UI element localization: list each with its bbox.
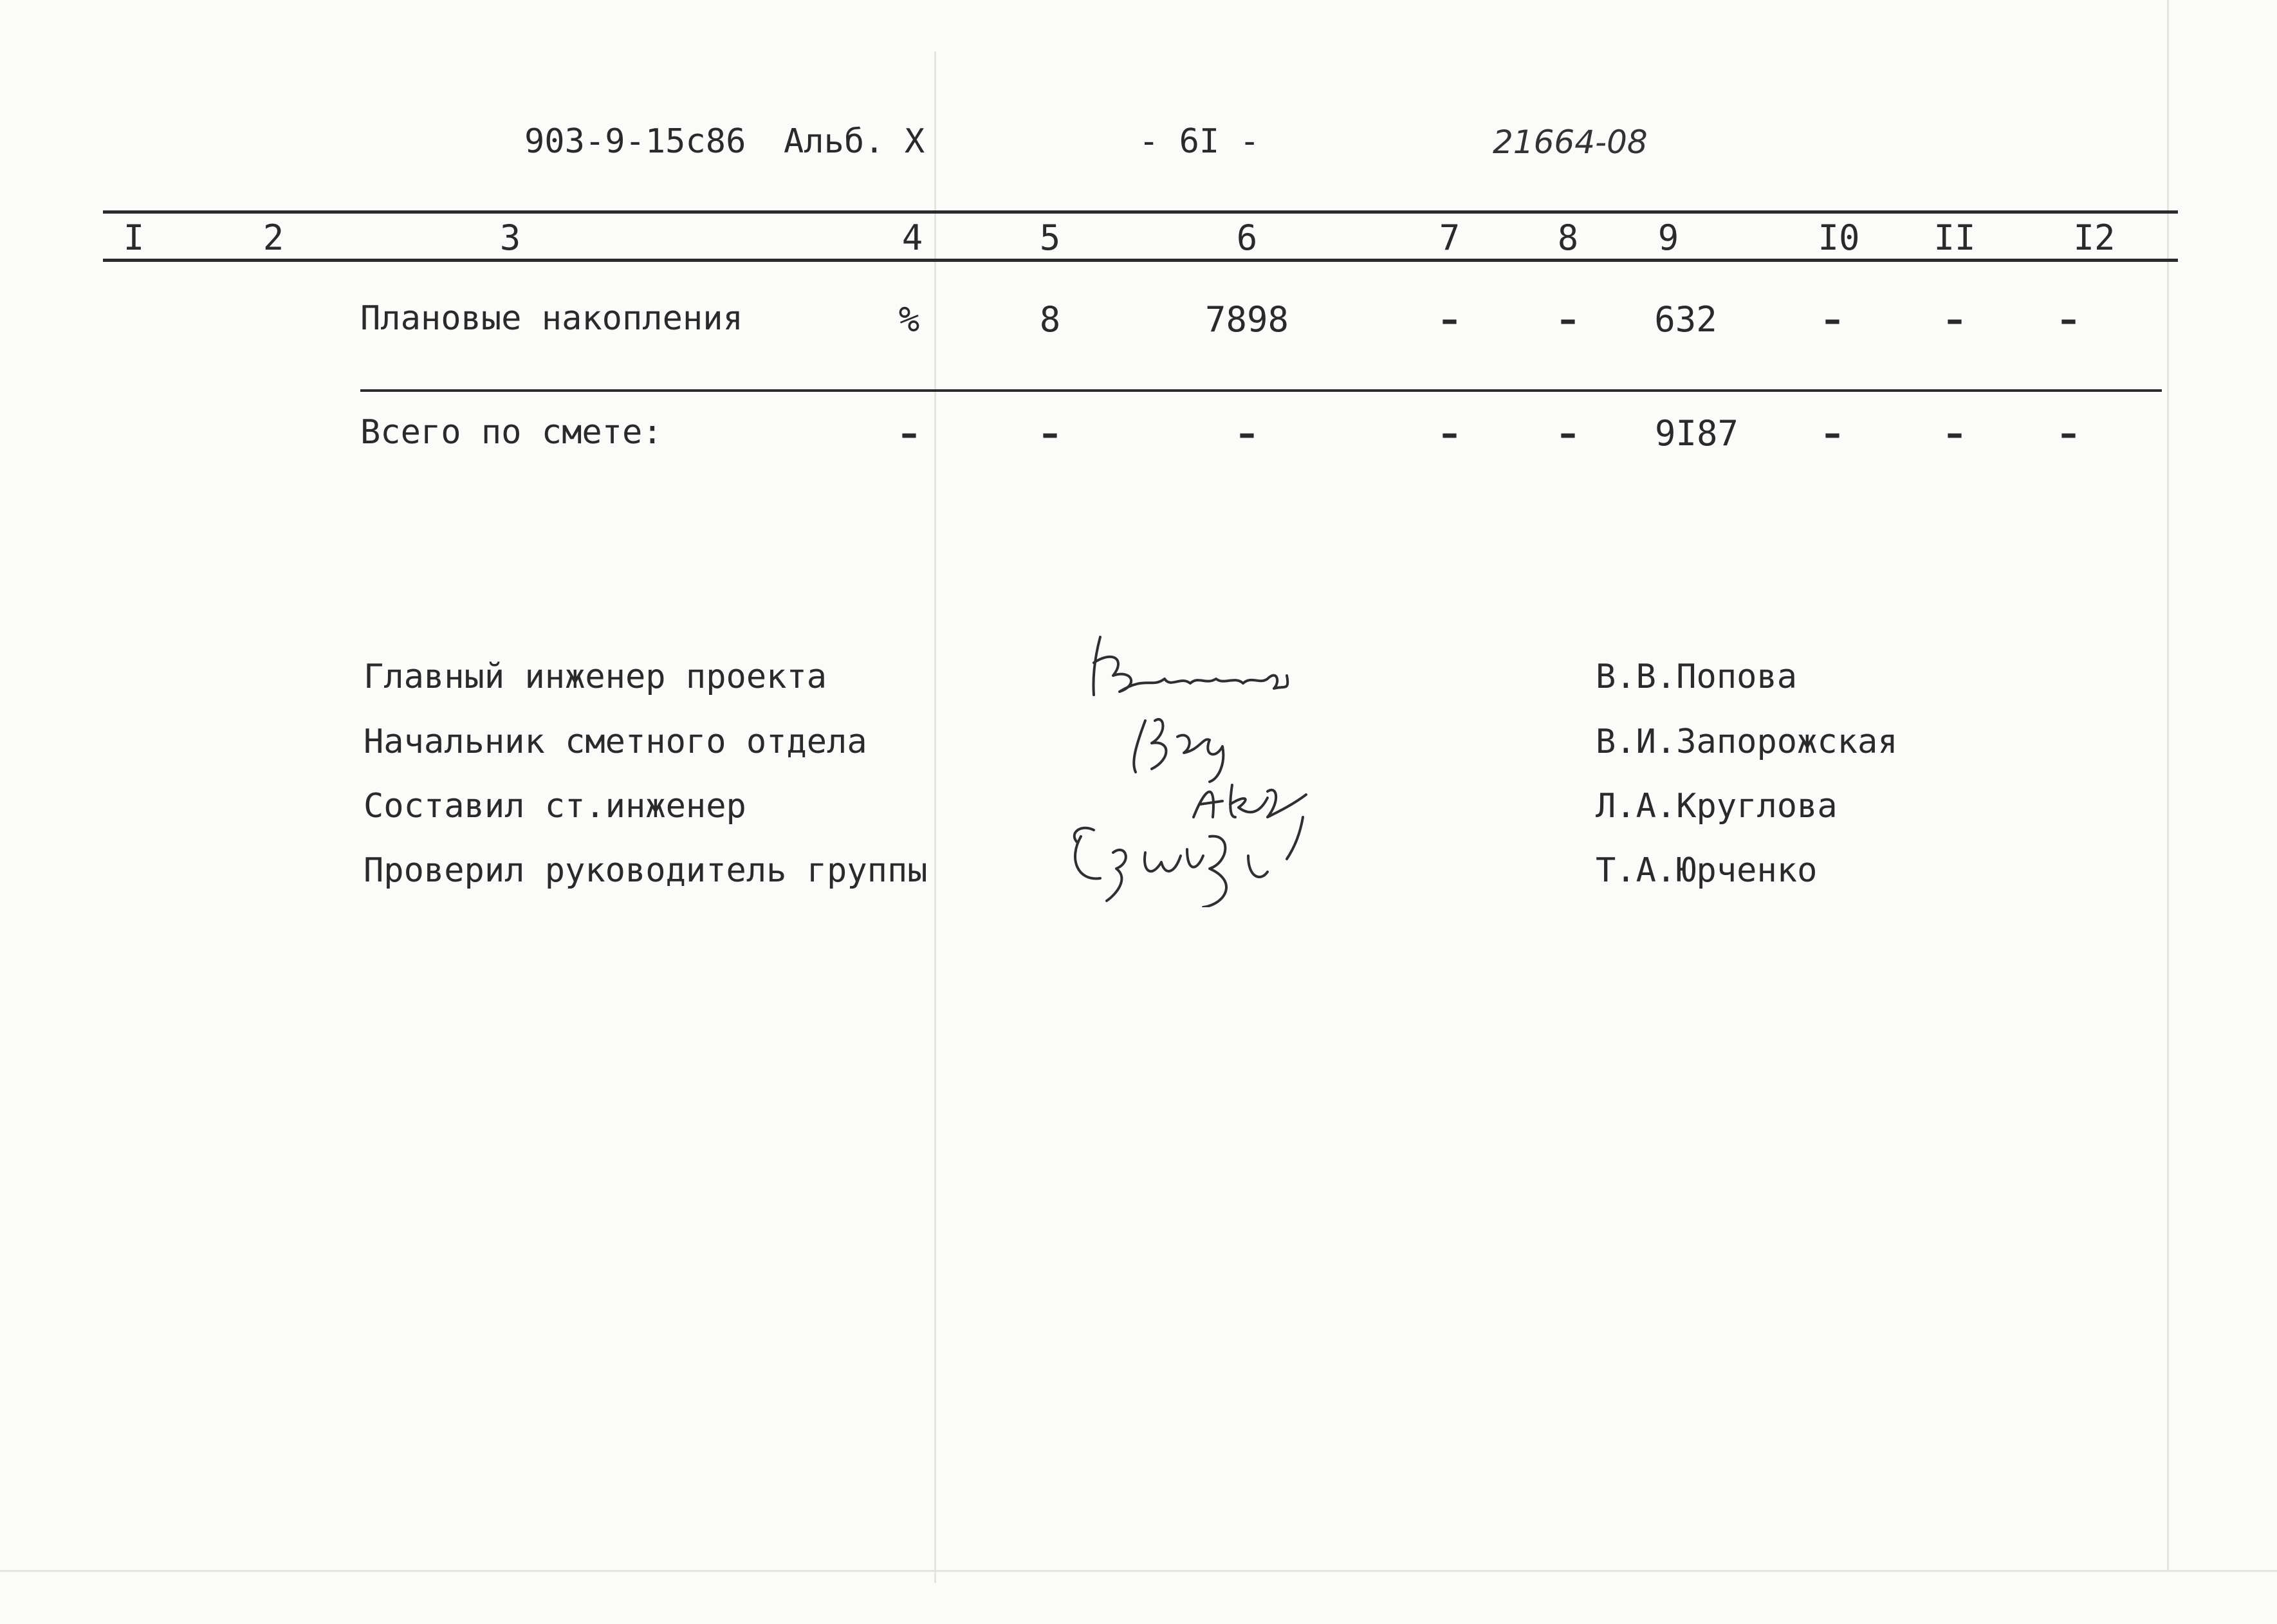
column-header: I — [123, 217, 145, 258]
column-header: I0 — [1818, 217, 1860, 258]
cell-col7: – — [1441, 413, 1459, 454]
scan-bottom-edge — [0, 1570, 2277, 1572]
cell-total: 632 — [1654, 299, 1717, 340]
signatory-name: Л.А.Круглова — [1596, 787, 1838, 826]
cell-rate: 8 — [1039, 299, 1061, 340]
page-number: - 6I - — [1139, 122, 1260, 161]
cell-base: 7898 — [1204, 299, 1289, 340]
signatory-title: Начальник сметного отдела — [364, 723, 867, 761]
cell-unit: – — [900, 413, 918, 454]
column-header: I2 — [2073, 217, 2116, 258]
table-top-rule — [103, 210, 2178, 214]
handwritten-signatures — [1055, 624, 1390, 907]
subtotal-rule — [360, 389, 2162, 392]
cell-col12: – — [2060, 413, 2078, 454]
column-header: 2 — [263, 217, 284, 258]
scan-fold-line — [934, 51, 936, 1583]
signatory-name: Т.А.Юрченко — [1596, 851, 1818, 890]
cell-col7: – — [1441, 299, 1459, 340]
cell-col8: – — [1559, 413, 1577, 454]
column-header: 8 — [1557, 217, 1579, 258]
cell-col8: – — [1559, 299, 1577, 340]
row-label: Плановые накопления — [360, 299, 743, 338]
album-label: Альб. X — [784, 122, 925, 161]
document-code: 903-9-15с86 — [524, 122, 746, 161]
cell-col12: – — [2060, 299, 2078, 340]
column-header: II — [1933, 217, 1976, 258]
signatory-name: В.И.Запорожская — [1596, 723, 1898, 761]
column-header: 9 — [1657, 217, 1679, 258]
cell-col11: – — [1946, 299, 1964, 340]
signatory-name: В.В.Попова — [1596, 658, 1798, 696]
table-header-bottom-rule — [103, 259, 2178, 262]
row-label: Всего по смете: — [360, 413, 663, 452]
signatory-title: Главный инженер проекта — [364, 658, 827, 696]
column-header: 3 — [499, 217, 521, 258]
scan-right-edge — [2167, 0, 2169, 1570]
column-header: 4 — [901, 217, 923, 258]
signatory-title: Проверил руководитель группы — [364, 851, 928, 890]
column-header: 5 — [1039, 217, 1061, 258]
cell-unit: % — [898, 299, 920, 340]
cell-col11: – — [1946, 413, 1964, 454]
cell-total: 9I87 — [1654, 413, 1739, 454]
column-header: 6 — [1236, 217, 1258, 258]
cell-base: – — [1238, 413, 1256, 454]
column-header: 7 — [1439, 217, 1461, 258]
signatory-title: Составил ст.инженер — [364, 787, 746, 826]
cell-col10: – — [1823, 299, 1841, 340]
cell-col10: – — [1823, 413, 1841, 454]
inventory-number: 21664-08 — [1493, 124, 1648, 161]
cell-rate: – — [1041, 413, 1059, 454]
